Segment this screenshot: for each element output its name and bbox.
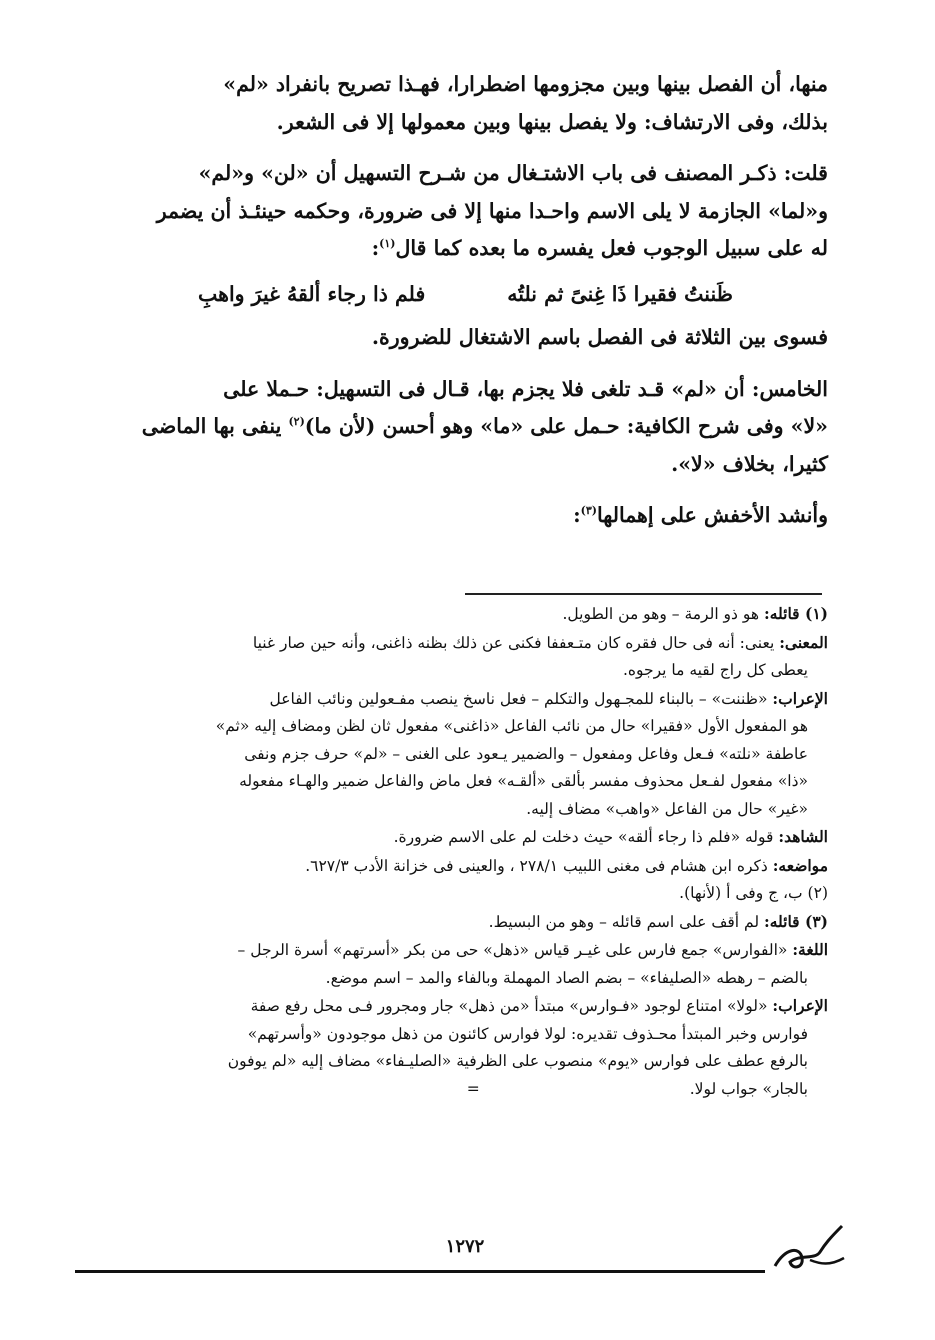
footnote-label: مواضعه: xyxy=(772,855,828,875)
footnote-continuation: هو المفعول الأول «فقيرا» حال من نائب الفاعل «ذاغنى» مفعول ثان لظن ومضاف إليه «ثم» xyxy=(215,717,808,735)
footnote-separator xyxy=(465,593,822,595)
text-line: فسوى بين الثلاثة فى الفصل باسم الاشتغال للضرورة. xyxy=(371,325,828,349)
poetry-verse xyxy=(68,276,828,314)
footnote-ref-2[interactable]: (٢) xyxy=(288,415,305,429)
text-line: «لا» وفى شرح الكافية: حـمل على «ما» وهو أحسن (لأن ما) xyxy=(304,414,828,438)
footnote-language xyxy=(68,936,828,965)
footnote-text: (٢) ب، ج وفى أ (لأنها). xyxy=(679,884,828,902)
text-line: وأنشد الأخفش على إهمالها xyxy=(597,503,828,527)
footnote-text: «الفوارس» جمع فارس على غيـر قياس «ذهل» حى من بكر «أسرتهم» أسرة الرجل – xyxy=(237,941,793,959)
footnote-continuation: يعطى كل راج لقيه ما يرجوه. xyxy=(622,661,808,679)
text-line: : xyxy=(371,236,380,260)
footnote-3-sayer xyxy=(68,908,828,937)
text-line: ينفى بها الماضى xyxy=(141,414,289,438)
footnote-text: «لولا» امتناع لوجود «فـوارس» مبتدأ «من ذهل» جار ومجرور فـى محل رفع صفة xyxy=(250,997,773,1015)
footnote-label: الشاهد: xyxy=(778,827,828,846)
footnote-parsing-2 xyxy=(68,992,828,1021)
footnote-continuation: «ذا» مفعول لفـعل محذوف مفسر بألقى «ألقـه» فعل ماض والفاعل ضمير والهـاء مفعوله xyxy=(239,772,808,790)
page-number: ١٢٧٢ xyxy=(445,1236,485,1257)
footnote-evidence xyxy=(68,823,828,852)
bottom-rule xyxy=(75,1270,765,1273)
footnote-label: المعنى: xyxy=(779,632,828,652)
footnote-ref-3[interactable]: (٣) xyxy=(580,504,598,518)
footnote-continuation: «غير» حال من الفاعل «واهب» مضاف إليه. xyxy=(526,799,808,818)
text-line: و«لما» الجازمة لا يلى الاسم واحـدا منها إلا فى ضرورة، وحكمه حينئـذ أن يضمر xyxy=(156,198,828,223)
footnote-continuation: بالضم – رهطه «الصليفاء» – بضم الصاد المهملة وبالفاء والمد – اسم موضع. xyxy=(325,968,808,987)
paragraph-2 xyxy=(68,155,828,268)
text-line: بذلك، وفى الارتشاف: ولا يفصل بينها وبين معمولها إلا فى الشعر. xyxy=(276,109,828,134)
text-line: منها، أن الفصل بينها وبين مجزومها اضطرارا، فهـذا تصريح بانفراد «لم» xyxy=(223,72,828,96)
footnote-parsing xyxy=(68,685,828,714)
footnote-ref-1[interactable]: (١) xyxy=(379,237,396,251)
footnote-text: بالجار» جواب لولا. xyxy=(689,1079,808,1098)
footnote-continuation: فوارس وخبر المبتدأ محـذوف تقديره: لولا فوارس كائنون من ذهل موجودون «وأسرتهم» xyxy=(247,1024,808,1043)
signature-mark xyxy=(770,1208,850,1278)
paragraph-1 xyxy=(68,66,828,141)
text-line: كثيرا، بخلاف «لا». xyxy=(671,451,828,476)
footnote-text: «ظننت» – بالبناء للمجـهول والتكلم – فعل ناسخ ينصب مفـعولين ونائب الفاعل xyxy=(269,689,773,708)
footnote-continuation xyxy=(68,1076,828,1104)
text-line: الخامس: أن «لم» قـد تلغى فلا يجزم بها، قـال فى التسهيل: حـملا على xyxy=(223,376,828,401)
footnote-sources xyxy=(68,852,828,881)
verse-second-hemistich: فلم ذا رجاء ألقهُ غيرَ واهبِ xyxy=(198,281,426,306)
text-line: له على سبيل الوجوب فعل يفسره ما بعده كما قال xyxy=(395,236,828,260)
text-line: : xyxy=(573,503,581,527)
footnote-label: (١) قائله: xyxy=(763,604,828,623)
footnote-label: الإعراب: xyxy=(772,688,828,708)
footnote-meaning xyxy=(68,629,828,658)
footnote-continuation: بالرفع عطف على فوارس «يوم» منصوب على الظرفية «الصليـفاء» مضاف إليه «لم يوفون xyxy=(227,1052,808,1070)
footnote-text: يعنى: أنه فى حال فقره كان متـعففا فكنى عن ذلك بظنه ذاغنى، وأنه حين صار غنيا xyxy=(252,633,780,652)
footnotes-section xyxy=(68,600,828,1103)
verse-first-hemistich: ظَننتُ فقيرا ذَا غِنىً ثم نلتُه xyxy=(507,281,733,306)
footnote-text: لم أقف على اسم قائله – وهو من البسيط. xyxy=(488,912,764,931)
footnote-label: الإعراب: xyxy=(772,996,828,1015)
paragraph-4 xyxy=(68,371,828,484)
footnote-text: هو ذو الرمة – وهو من الطويل. xyxy=(562,605,764,623)
paragraph-5 xyxy=(68,497,828,535)
footnote-continuation: عاطفة «نلته» فـعل وفاعل ومفعول – والضمير يـعود على الغنى – «لم» حرف جزم ونفى xyxy=(244,744,808,763)
footnote-label: (٣) قائله: xyxy=(763,911,828,931)
main-text xyxy=(68,66,828,535)
footnote-2 xyxy=(68,880,828,908)
footnote-label: اللغة: xyxy=(792,940,828,959)
footnote-text: قوله «فلم ذا رجاء ألقه» حيث دخلت لم على الاسم ضرورة. xyxy=(393,828,779,846)
paragraph-3 xyxy=(68,319,828,357)
footnote-1-sayer xyxy=(68,600,828,629)
text-line: قلت: ذكـر المصنف فى باب الاشتـغال من شـرح التسهيل أن «لن» و«لم» xyxy=(198,161,828,185)
footnote-text: ذكره ابن هشام فى مغنى اللبيب ٢٧٨/١ ، والعينى فى خزانة الأدب ٦٢٧/٣. xyxy=(305,856,773,875)
continuation-mark: = xyxy=(466,1079,480,1098)
